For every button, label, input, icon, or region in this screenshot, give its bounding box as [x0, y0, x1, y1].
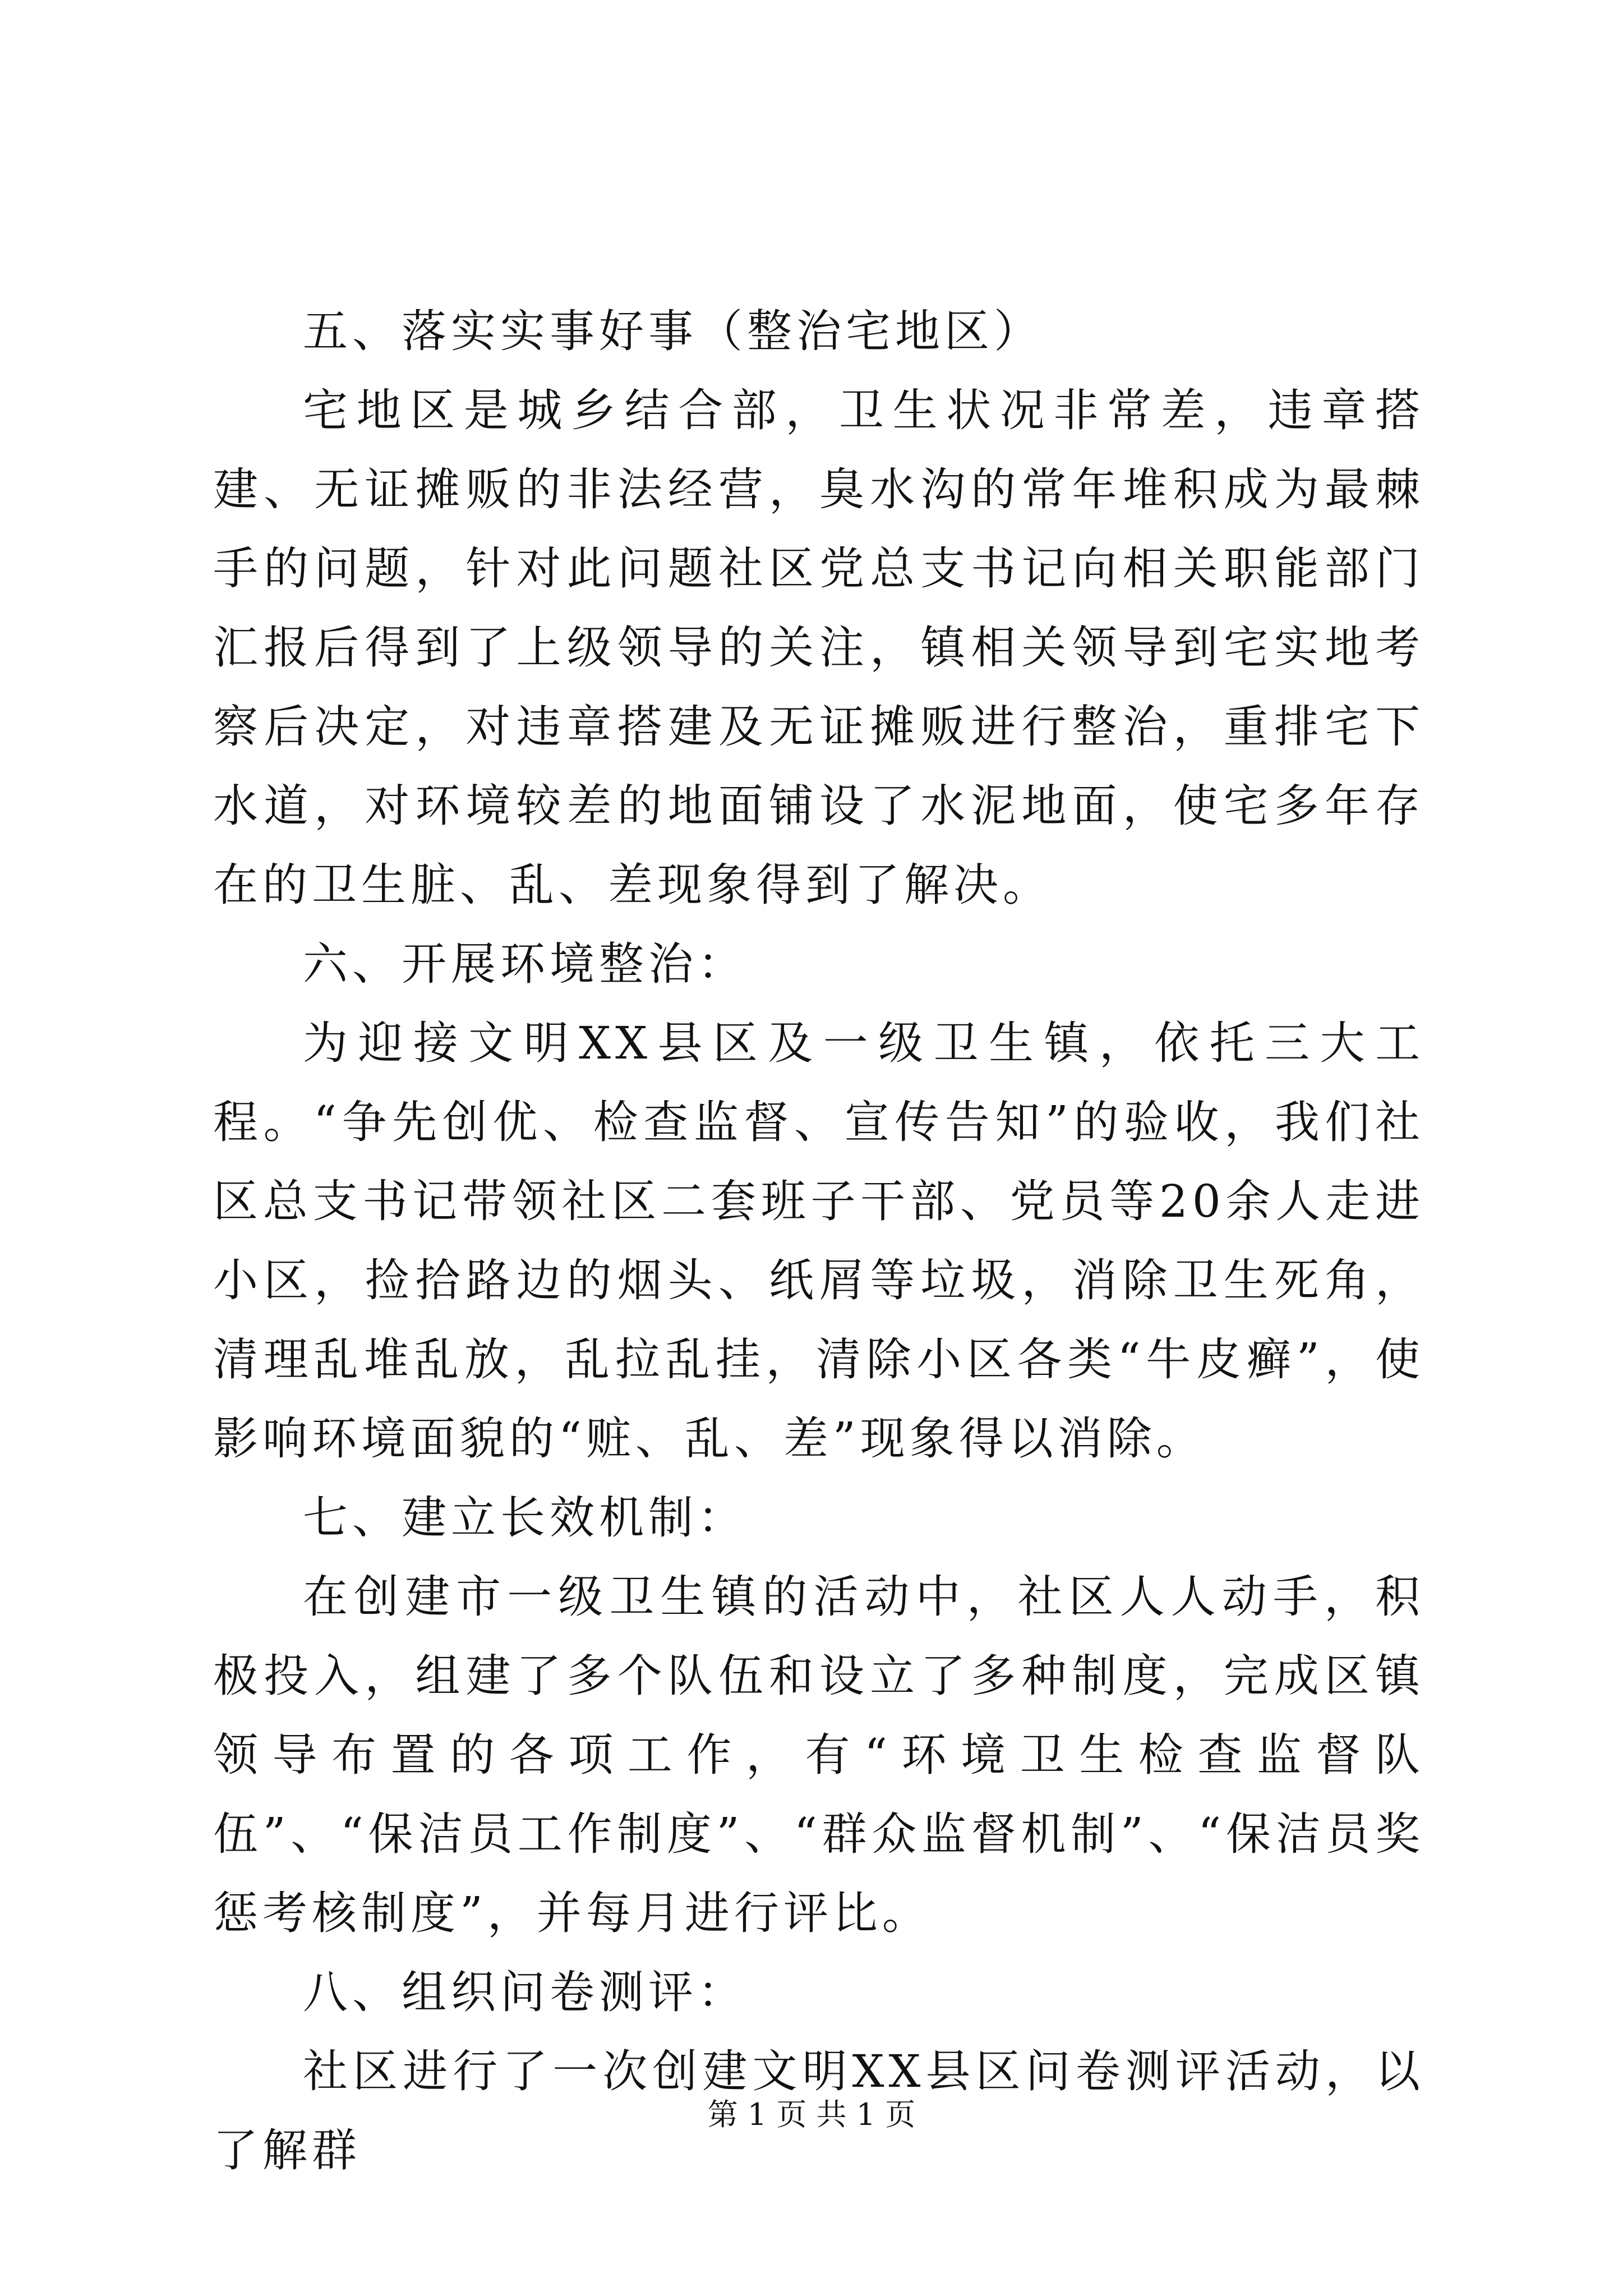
section-paragraph-7: 在创建市一级卫生镇的活动中，社区人人动手，积极投入，组建了多个队伍和设立了多种制度，完成区镇领导布置的各项工作，有“环境卫生检查监督队伍”、“保洁员工作制度”、“群众监督机制”、“保洁员奖惩考核制度”，并每月进行评比。: [213, 1571, 1424, 1939]
section-heading-6: 六、开展环境整治：: [303, 938, 747, 990]
section-heading-5: 五、落实实事好事（整治宅地区）: [303, 305, 1043, 357]
section-paragraph-5: 宅地区是城乡结合部，卫生状况非常差，违章搭建、无证摊贩的非法经营，臭水沟的常年堆积成为最棘手的问题，针对此问题社区党总支书记向相关职能部门汇报后得到了上级领导的关注，镇相关领导到宅实地考察后决定，对违章搭建及无证摊贩进行整治，重排宅下水道，对环境较差的地面铺设了水泥地面，使宅多年存在的卫生脏、乱、差现象得到了解决。: [213, 384, 1424, 911]
section-paragraph-6: 为迎接文明XX县区及一级卫生镇，依托三大工程。“争先创优、检查监督、宣传告知”的验收，我们社区总支书记带领社区二套班子干部、党员等20余人走进小区，捡拾路边的烟头、纸屑等垃圾，消除卫生死角，清理乱堆乱放，乱拉乱挂，清除小区各类“牛皮癣”，使影响环境面貌的“赃、乱、差”现象得以消除。: [213, 1017, 1424, 1465]
section-heading-7: 七、建立长效机制：: [303, 1492, 747, 1544]
document-body: [213, 292, 1424, 2190]
section-heading-8: 八、组织问卷测评：: [303, 1966, 747, 2018]
page-footer: 第 1 页 共 1 页: [707, 2097, 916, 2132]
section-paragraph-8: 社区进行了一次创建文明XX县区问卷测评活动，以了解群: [213, 2045, 1424, 2177]
